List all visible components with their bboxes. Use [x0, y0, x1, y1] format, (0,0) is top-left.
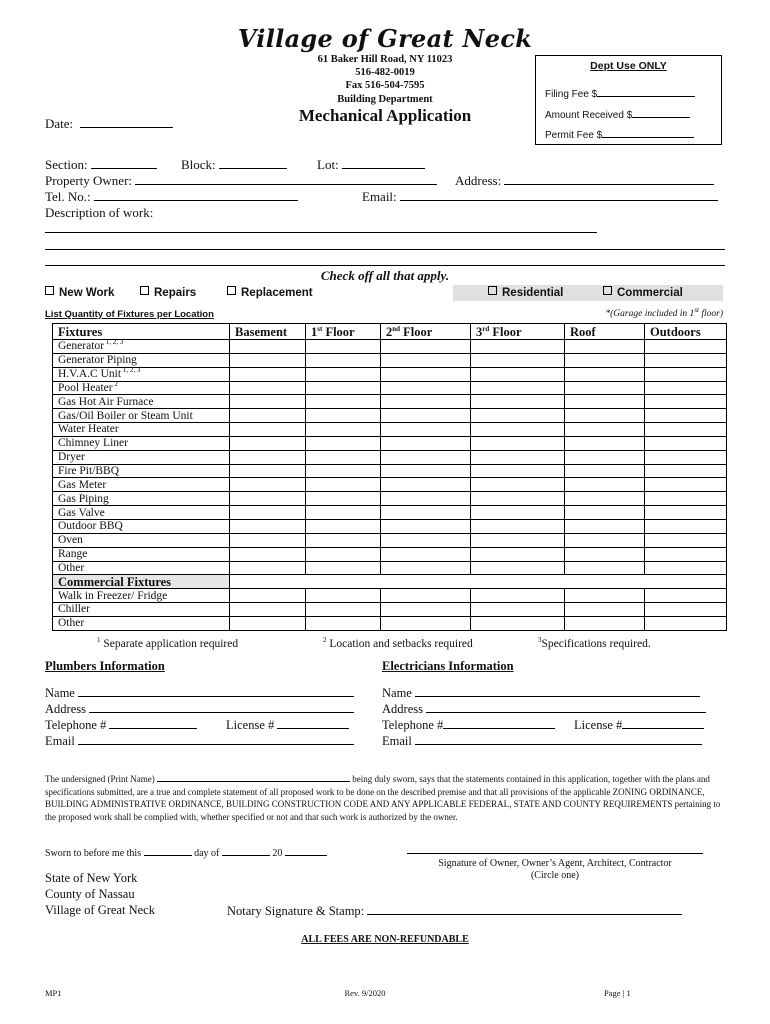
garage-note: *(Garage included in 1st floor): [605, 305, 723, 319]
electrician-email-field[interactable]: Email: [382, 733, 702, 749]
quantity-cell[interactable]: [565, 381, 645, 395]
quantity-cell[interactable]: [471, 547, 565, 561]
fixture-name: Outdoor BBQ: [53, 519, 230, 533]
col-header-outdoors: Outdoors: [645, 324, 727, 340]
quantity-cell[interactable]: [645, 533, 727, 547]
fees-non-refundable: ALL FEES ARE NON-REFUNDABLE: [301, 934, 469, 945]
page-number: Page | 1: [604, 988, 631, 998]
owner-line[interactable]: [135, 173, 437, 185]
quantity-cell[interactable]: [381, 367, 471, 381]
quantity-cell[interactable]: [230, 450, 306, 464]
quantity-cell[interactable]: [565, 603, 645, 617]
plumbers-title: Plumbers Information: [45, 659, 165, 673]
filing-fee-line[interactable]: [597, 85, 695, 97]
amount-received-label: Amount Received $: [545, 110, 633, 121]
footnote-1: $^1$ Separate application required: [97, 636, 239, 650]
quantity-cell[interactable]: [565, 616, 645, 630]
date-field[interactable]: [45, 116, 173, 132]
block-field[interactable]: [181, 157, 287, 173]
village-label: Village of Great Neck: [45, 903, 155, 917]
fixture-row: [53, 409, 727, 423]
form-title: Mechanical Application: [298, 106, 472, 125]
replacement-checkbox[interactable]: [227, 286, 313, 299]
quantity-cell[interactable]: [230, 589, 306, 603]
plumber-address-line[interactable]: [89, 701, 354, 713]
quantity-cell[interactable]: [230, 533, 306, 547]
quantity-cell[interactable]: [230, 561, 306, 575]
electrician-telephone-field[interactable]: Telephone #: [382, 717, 555, 733]
plumber-email-line[interactable]: [78, 733, 354, 745]
quantity-cell[interactable]: [645, 616, 727, 630]
quantity-cell[interactable]: [306, 464, 381, 478]
fixture-name: Other: [53, 561, 230, 575]
fixture-row: [53, 395, 727, 409]
quantity-cell[interactable]: [381, 353, 471, 367]
fixture-name: Pool Heater $^2$: [53, 381, 230, 395]
fixtures-header-row: [53, 324, 727, 340]
quantity-cell[interactable]: [381, 603, 471, 617]
date-line[interactable]: [80, 116, 173, 128]
section-label: Section:: [45, 157, 88, 172]
quantity-cell[interactable]: [306, 547, 381, 561]
quantity-cell[interactable]: [471, 589, 565, 603]
quantity-cell[interactable]: [230, 478, 306, 492]
quantity-cell[interactable]: [306, 340, 381, 354]
col-header-3rd-floor: 3rd Floor: [471, 324, 565, 340]
footnote-2: $^2$ Location and setbacks required: [323, 636, 473, 650]
quantity-cell[interactable]: [306, 492, 381, 506]
fixture-row: [53, 450, 727, 464]
fixture-name: Gas Valve: [53, 506, 230, 520]
quantity-cell[interactable]: [381, 409, 471, 423]
quantity-cell[interactable]: [565, 561, 645, 575]
quantity-cell[interactable]: [306, 533, 381, 547]
tel-field[interactable]: [45, 189, 298, 205]
quantity-cell[interactable]: [381, 450, 471, 464]
fixture-name: Dryer: [53, 450, 230, 464]
quantity-cell[interactable]: [471, 423, 565, 437]
checkbox-icon: [227, 286, 236, 295]
quantity-cell[interactable]: [381, 589, 471, 603]
quantity-cell[interactable]: [381, 340, 471, 354]
quantity-cell[interactable]: [645, 436, 727, 450]
checkbox-icon: [140, 286, 149, 295]
new-work-checkbox[interactable]: [45, 286, 114, 299]
revision-date: Rev. 9/2020: [344, 988, 386, 998]
fixture-name: Chiller: [53, 603, 230, 617]
quantity-cell[interactable]: [381, 395, 471, 409]
quantity-cell[interactable]: [471, 409, 565, 423]
sworn-year-line[interactable]: [285, 846, 327, 856]
fixture-row: [53, 464, 727, 478]
commercial-fixture-row: [53, 616, 727, 630]
tel-line[interactable]: [94, 189, 298, 201]
quantity-cell[interactable]: [306, 367, 381, 381]
owner-field[interactable]: [45, 173, 437, 189]
fixture-name: H.V.A.C Unit $^{1, 2, 3}$: [53, 367, 230, 381]
quantity-cell[interactable]: [230, 547, 306, 561]
plumber-telephone-line[interactable]: [109, 717, 197, 729]
signature-caption: Signature of Owner, Owner’s Agent, Architect, Contractor: [438, 858, 672, 869]
lot-field[interactable]: [317, 157, 425, 173]
quantity-cell[interactable]: [381, 492, 471, 506]
amount-received-line[interactable]: [632, 106, 690, 118]
sworn-day-line[interactable]: [144, 846, 192, 856]
village-phone: 516-482-0019: [355, 67, 415, 78]
quantity-cell[interactable]: [645, 409, 727, 423]
section-field[interactable]: [45, 157, 157, 173]
quantity-cell[interactable]: [230, 395, 306, 409]
quantity-cell[interactable]: [381, 561, 471, 575]
col-header-roof: Roof: [565, 324, 645, 340]
quantity-cell[interactable]: [471, 340, 565, 354]
fixture-row: [53, 547, 727, 561]
date-label: Date:: [45, 116, 74, 131]
sworn-month-line[interactable]: [222, 846, 270, 856]
quantity-cell[interactable]: [306, 436, 381, 450]
quantity-cell[interactable]: [645, 478, 727, 492]
electrician-address-line[interactable]: [426, 701, 706, 713]
fixture-name: Gas/Oil Boiler or Steam Unit: [53, 409, 230, 423]
quantity-cell[interactable]: [306, 603, 381, 617]
fixture-name: Fire Pit/BBQ: [53, 464, 230, 478]
electrician-license-field[interactable]: License #: [574, 717, 704, 733]
affidavit-text: The undersigned (Print Name) being duly sworn, says that the statements contained in this application, together with the plans and specifications submitted, are a true and complete statement of all proposed work to be done on the described premise and that all provisions of the applicable ZONING ORDINANCE, BUILDING ADMINISTRATIVE ORDINANCE, BUILDING CONSTRUCTION CODE AND ANY APPLICABLE FEDERAL, STATE AND COUNTY REQUIREMENTS pertaining to the proposed work shall be complied with, whether specified or not and that such work is authorized by the owner.: [45, 774, 721, 822]
quantity-cell[interactable]: [306, 450, 381, 464]
quantity-cell[interactable]: [306, 381, 381, 395]
quantity-cell[interactable]: [645, 353, 727, 367]
print-name-line[interactable]: [157, 772, 350, 782]
description-line-1[interactable]: [45, 232, 597, 233]
commercial-label: Commercial: [617, 287, 683, 299]
fixtures-list-label: List Quantity of Fixtures per Location: [45, 309, 214, 320]
filing-fee-field[interactable]: [545, 85, 695, 100]
quantity-cell[interactable]: [381, 547, 471, 561]
quantity-cell[interactable]: [381, 478, 471, 492]
quantity-cell[interactable]: [230, 340, 306, 354]
plumber-address-field[interactable]: Address: [45, 701, 354, 717]
fixture-name: Gas Hot Air Furnace: [53, 395, 230, 409]
quantity-cell[interactable]: [230, 353, 306, 367]
residential-label: Residential: [502, 287, 564, 299]
quantity-cell[interactable]: [381, 506, 471, 520]
quantity-cell[interactable]: [306, 478, 381, 492]
fixture-name: Chimney Liner: [53, 436, 230, 450]
quantity-cell[interactable]: [471, 450, 565, 464]
checkbox-icon: [45, 286, 54, 295]
plumber-license-line[interactable]: [277, 717, 349, 729]
fixtures-table: [52, 323, 727, 631]
fixture-name: Gas Piping: [53, 492, 230, 506]
quantity-cell[interactable]: [645, 450, 727, 464]
lot-line[interactable]: [342, 157, 425, 169]
quantity-cell[interactable]: [381, 436, 471, 450]
fixture-name: Oven: [53, 533, 230, 547]
electrician-address-field[interactable]: Address: [382, 701, 706, 717]
quantity-cell[interactable]: [565, 450, 645, 464]
quantity-cell[interactable]: [645, 519, 727, 533]
quantity-cell[interactable]: [471, 381, 565, 395]
electricians-title: Electricians Information: [382, 659, 514, 673]
quantity-cell[interactable]: [565, 340, 645, 354]
quantity-cell[interactable]: [645, 381, 727, 395]
quantity-cell[interactable]: [230, 603, 306, 617]
quantity-cell[interactable]: [471, 519, 565, 533]
quantity-cell[interactable]: [471, 478, 565, 492]
repairs-label: Repairs: [154, 287, 197, 299]
quantity-cell[interactable]: [306, 589, 381, 603]
quantity-cell[interactable]: [565, 367, 645, 381]
quantity-cell[interactable]: [565, 409, 645, 423]
col-header-1st-floor: 1st Floor: [306, 324, 381, 340]
quantity-cell[interactable]: [565, 589, 645, 603]
fixture-name: Gas Meter: [53, 478, 230, 492]
quantity-cell[interactable]: [230, 423, 306, 437]
quantity-cell[interactable]: [306, 506, 381, 520]
email-line[interactable]: [400, 189, 718, 201]
lot-label: Lot:: [317, 157, 339, 172]
quantity-cell[interactable]: [645, 589, 727, 603]
check-all-title: Check off all that apply.: [320, 268, 450, 283]
electrician-telephone-line[interactable]: [443, 717, 555, 729]
fixture-row: [53, 478, 727, 492]
fixture-name: Other: [53, 616, 230, 630]
plumber-license-field[interactable]: License #: [226, 717, 349, 733]
quantity-cell[interactable]: [645, 547, 727, 561]
fixture-row: [53, 492, 727, 506]
fixture-name: Generator Piping: [53, 353, 230, 367]
quantity-cell[interactable]: [381, 381, 471, 395]
notary-field[interactable]: Notary Signature & Stamp:: [227, 903, 682, 919]
quantity-cell[interactable]: [471, 395, 565, 409]
county-label: County of Nassau: [45, 887, 135, 901]
quantity-cell[interactable]: [230, 616, 306, 630]
quantity-cell[interactable]: [471, 464, 565, 478]
block-line[interactable]: [219, 157, 287, 169]
village-fax: Fax 516-504-7595: [345, 80, 425, 91]
quantity-cell[interactable]: [565, 478, 645, 492]
notary-signature-line[interactable]: [367, 903, 682, 915]
dept-use-heading: Dept Use ONLY: [590, 60, 667, 72]
quantity-cell[interactable]: [471, 616, 565, 630]
fixture-row: [53, 436, 727, 450]
electrician-license-line[interactable]: [622, 717, 704, 729]
department-name: Building Department: [337, 94, 433, 105]
electrician-name-field[interactable]: Name: [382, 685, 700, 701]
commercial-fixtures-heading: Commercial Fixtures: [53, 575, 230, 589]
quantity-cell[interactable]: [645, 423, 727, 437]
form-code: MP1: [45, 988, 62, 998]
permit-fee-field[interactable]: [545, 126, 694, 141]
fixture-row: [53, 423, 727, 437]
quantity-cell[interactable]: [306, 423, 381, 437]
quantity-cell[interactable]: [471, 353, 565, 367]
description-line-2[interactable]: [45, 249, 725, 250]
quantity-cell[interactable]: [381, 519, 471, 533]
replacement-label: Replacement: [241, 287, 313, 299]
permit-fee-label: Permit Fee $: [545, 130, 603, 141]
quantity-cell[interactable]: [471, 603, 565, 617]
quantity-cell[interactable]: [471, 561, 565, 575]
fixture-row: [53, 519, 727, 533]
fixture-row: [53, 506, 727, 520]
col-header-fixtures: Fixtures: [53, 324, 230, 340]
quantity-cell[interactable]: [471, 506, 565, 520]
address-line[interactable]: [504, 173, 714, 185]
footnote-3: $^3$Specifications required.: [538, 636, 651, 650]
description-line-3[interactable]: [45, 265, 725, 266]
village-address: 61 Baker Hill Road, NY 11023: [317, 54, 453, 65]
owner-signature-line[interactable]: [407, 853, 703, 854]
commercial-fixture-row: [53, 589, 727, 603]
quantity-cell[interactable]: [565, 464, 645, 478]
quantity-cell[interactable]: [230, 409, 306, 423]
quantity-cell[interactable]: [471, 492, 565, 506]
quantity-cell[interactable]: [230, 519, 306, 533]
commercial-fixtures-header-row: [53, 575, 727, 589]
section-line[interactable]: [91, 157, 157, 169]
quantity-cell[interactable]: [645, 340, 727, 354]
dept-use-box: [535, 55, 722, 145]
quantity-cell[interactable]: [306, 395, 381, 409]
quantity-cell[interactable]: [565, 519, 645, 533]
quantity-cell[interactable]: [471, 367, 565, 381]
quantity-cell[interactable]: [381, 423, 471, 437]
plumber-telephone-field[interactable]: Telephone #: [45, 717, 197, 733]
quantity-cell[interactable]: [381, 616, 471, 630]
quantity-cell[interactable]: [306, 353, 381, 367]
quantity-cell[interactable]: [230, 506, 306, 520]
quantity-cell[interactable]: [645, 464, 727, 478]
block-label: Block:: [181, 157, 216, 172]
electrician-email-line[interactable]: [415, 733, 702, 745]
quantity-cell[interactable]: [565, 547, 645, 561]
commercial-header-blank: [230, 575, 727, 589]
electrician-name-line[interactable]: [415, 685, 700, 697]
plumber-email-field[interactable]: Email: [45, 733, 354, 749]
plumber-name-field[interactable]: Name: [45, 685, 354, 701]
quantity-cell[interactable]: [306, 519, 381, 533]
quantity-cell[interactable]: [381, 464, 471, 478]
quantity-cell[interactable]: [381, 533, 471, 547]
filing-fee-label: Filing Fee $: [545, 89, 598, 100]
commercial-fixture-row: [53, 603, 727, 617]
quantity-cell[interactable]: [645, 603, 727, 617]
email-field[interactable]: [362, 189, 718, 205]
quantity-cell[interactable]: [471, 533, 565, 547]
fixture-name: Water Heater: [53, 423, 230, 437]
fixture-row: [53, 367, 727, 381]
quantity-cell[interactable]: [565, 423, 645, 437]
quantity-cell[interactable]: [230, 367, 306, 381]
tel-label: Tel. No.:: [45, 189, 91, 204]
fixture-name: Walk in Freezer/ Fridge: [53, 589, 230, 603]
quantity-cell[interactable]: [645, 395, 727, 409]
quantity-cell[interactable]: [565, 533, 645, 547]
residential-checkbox[interactable]: [488, 286, 563, 299]
checkbox-icon: [603, 286, 612, 295]
quantity-cell[interactable]: [645, 367, 727, 381]
quantity-cell[interactable]: [565, 492, 645, 506]
quantity-cell[interactable]: [230, 436, 306, 450]
quantity-cell[interactable]: [306, 561, 381, 575]
commercial-checkbox[interactable]: [603, 286, 683, 299]
fixture-row: [53, 353, 727, 367]
description-label: Description of work:: [45, 205, 154, 220]
state-label: State of New York: [45, 871, 138, 885]
owner-label: Property Owner:: [45, 173, 133, 188]
quantity-cell[interactable]: [565, 353, 645, 367]
sworn-field[interactable]: Sworn to before me this day of 20: [45, 846, 327, 859]
col-header-2nd-floor: 2nd Floor: [381, 324, 471, 340]
checkbox-icon: [488, 286, 497, 295]
quantity-cell[interactable]: [306, 409, 381, 423]
fixture-row: [53, 340, 727, 354]
quantity-cell[interactable]: [565, 506, 645, 520]
quantity-cell[interactable]: [565, 395, 645, 409]
address-label: Address:: [455, 173, 502, 188]
fixture-row: [53, 533, 727, 547]
quantity-cell[interactable]: [645, 492, 727, 506]
new-work-label: New Work: [59, 287, 115, 299]
col-header-basement: Basement: [230, 324, 306, 340]
quantity-cell[interactable]: [306, 616, 381, 630]
fixture-name: Range: [53, 547, 230, 561]
address-field[interactable]: [455, 173, 714, 189]
quantity-cell[interactable]: [565, 436, 645, 450]
repairs-checkbox[interactable]: [140, 286, 196, 299]
quantity-cell[interactable]: [645, 561, 727, 575]
fixture-row: [53, 381, 727, 395]
quantity-cell[interactable]: [471, 436, 565, 450]
circle-one-note: (Circle one): [530, 870, 580, 881]
village-title: Village of Great Neck: [237, 24, 533, 53]
quantity-cell[interactable]: [230, 381, 306, 395]
fixture-row: [53, 561, 727, 575]
amount-received-field[interactable]: [545, 106, 690, 121]
email-label: Email:: [362, 189, 397, 204]
permit-fee-line[interactable]: [602, 126, 694, 138]
quantity-cell[interactable]: [645, 506, 727, 520]
quantity-cell[interactable]: [230, 492, 306, 506]
quantity-cell[interactable]: [230, 464, 306, 478]
fixture-name: Generator $^{1, 2, 3}$: [53, 340, 230, 354]
plumber-name-line[interactable]: [78, 685, 354, 697]
